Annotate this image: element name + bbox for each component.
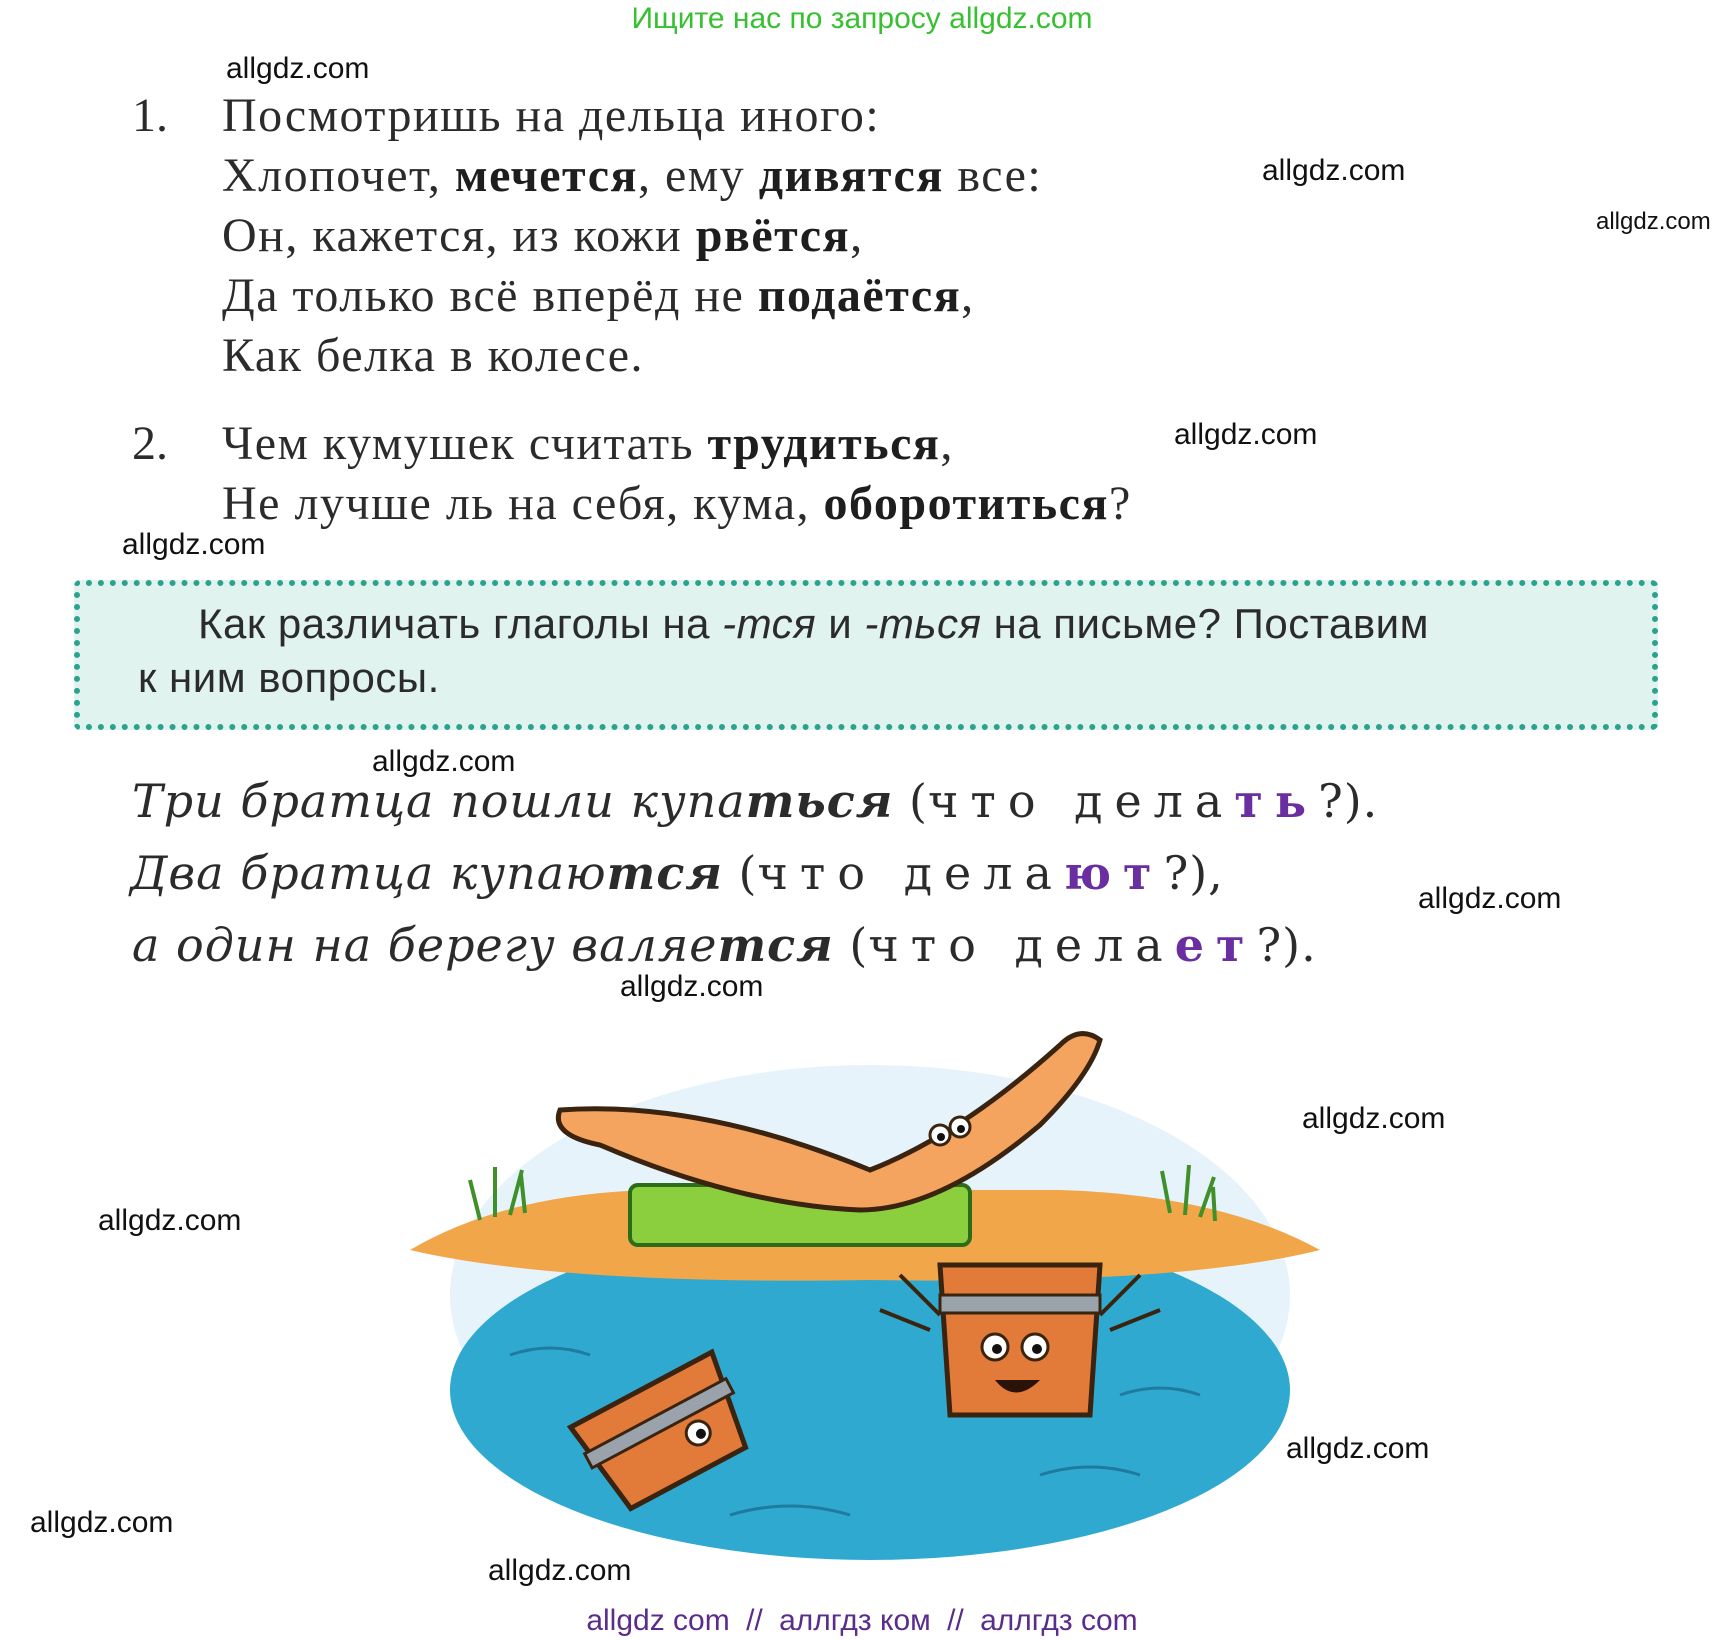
example-question: (что делает?).	[833, 918, 1317, 972]
highlighted-verb: трудиться	[707, 417, 941, 470]
poem-number: 1.	[132, 89, 168, 142]
poem-text: все:	[943, 149, 1043, 202]
watermark: allgdz.com	[122, 528, 266, 561]
footer-separator: //	[746, 1604, 763, 1637]
poem-text: Посмотришь на дельца иного:	[222, 89, 881, 142]
poem-text: ?	[1108, 477, 1132, 530]
poem-line	[222, 268, 975, 323]
poem-text: Как белка в колесе.	[222, 329, 645, 382]
watermark: allgdz.com	[1286, 1432, 1430, 1465]
rule-suffix: -ться	[864, 600, 982, 647]
example-question: (что делать?).	[893, 774, 1379, 828]
rule-line	[138, 597, 1638, 651]
poem-text: Не лучше ль на себя, кума,	[222, 477, 824, 530]
footer-link[interactable]: аллгдз ком	[779, 1604, 931, 1637]
footer-links	[0, 1604, 1724, 1638]
poem-text: Да только всё вперёд не	[222, 269, 758, 322]
rule-fragment: на письме? Поставим	[981, 600, 1429, 647]
watermark: allgdz.com	[30, 1506, 174, 1539]
search-hint: Ищите нас по запросу allgdz.com	[631, 2, 1093, 35]
poem-line	[222, 208, 864, 263]
poem-text: ,	[850, 209, 864, 262]
watermark: allgdz.com	[98, 1204, 242, 1237]
rule-line	[138, 651, 1638, 705]
poem-text: , ему	[638, 149, 759, 202]
highlighted-verb: дивятся	[758, 149, 944, 202]
poem-line	[222, 416, 954, 471]
poem-text: Чем кумушек считать	[222, 417, 708, 470]
rule-text	[138, 597, 1638, 705]
watermark: allgdz.com	[1596, 208, 1711, 235]
footer-separator: //	[947, 1604, 964, 1637]
example-sentence: Два братца купаются	[130, 846, 723, 900]
footer-link[interactable]: allgdz com	[586, 1604, 730, 1637]
rule-fragment: к ним вопросы.	[138, 654, 440, 701]
example-sentence: а один на берегу валяется	[132, 918, 834, 972]
highlighted-verb: оборотиться	[823, 477, 1109, 530]
example-sentence: Три братца пошли купаться	[132, 774, 894, 828]
poem-text: Он, кажется, из кожи	[222, 209, 696, 262]
watermark: allgdz.com	[372, 745, 516, 778]
example-line	[132, 774, 1378, 828]
watermark: allgdz.com	[1174, 418, 1318, 451]
poem-line	[222, 148, 1042, 203]
watermark: allgdz.com	[488, 1554, 632, 1587]
highlighted-verb: мечется	[454, 149, 638, 202]
poem-line	[222, 328, 644, 383]
watermark: allgdz.com	[226, 52, 370, 85]
highlighted-verb: подаётся	[757, 269, 962, 322]
example-line	[130, 846, 1224, 900]
poem-text: ,	[961, 269, 975, 322]
highlighted-verb: рвётся	[695, 209, 851, 262]
rule-fragment: Как различать глаголы на	[198, 600, 723, 647]
footer-link[interactable]: аллгдз com	[980, 1604, 1138, 1637]
example-line	[132, 918, 1317, 972]
watermark: allgdz.com	[1262, 154, 1406, 187]
watermark: allgdz.com	[620, 970, 764, 1003]
bathing-characters-illustration	[400, 995, 1340, 1595]
poem-text: Хлопочет,	[222, 149, 455, 202]
watermark: allgdz.com	[1302, 1102, 1446, 1135]
poem-text: ,	[940, 417, 954, 470]
poem-number: 2.	[132, 417, 168, 470]
watermark: allgdz.com	[1418, 882, 1562, 915]
rule-suffix: -тся	[722, 600, 817, 647]
poem-line	[222, 88, 880, 143]
example-question: (что делают?),	[722, 846, 1224, 900]
poem-line	[222, 476, 1132, 531]
rule-fragment: и	[816, 600, 865, 647]
